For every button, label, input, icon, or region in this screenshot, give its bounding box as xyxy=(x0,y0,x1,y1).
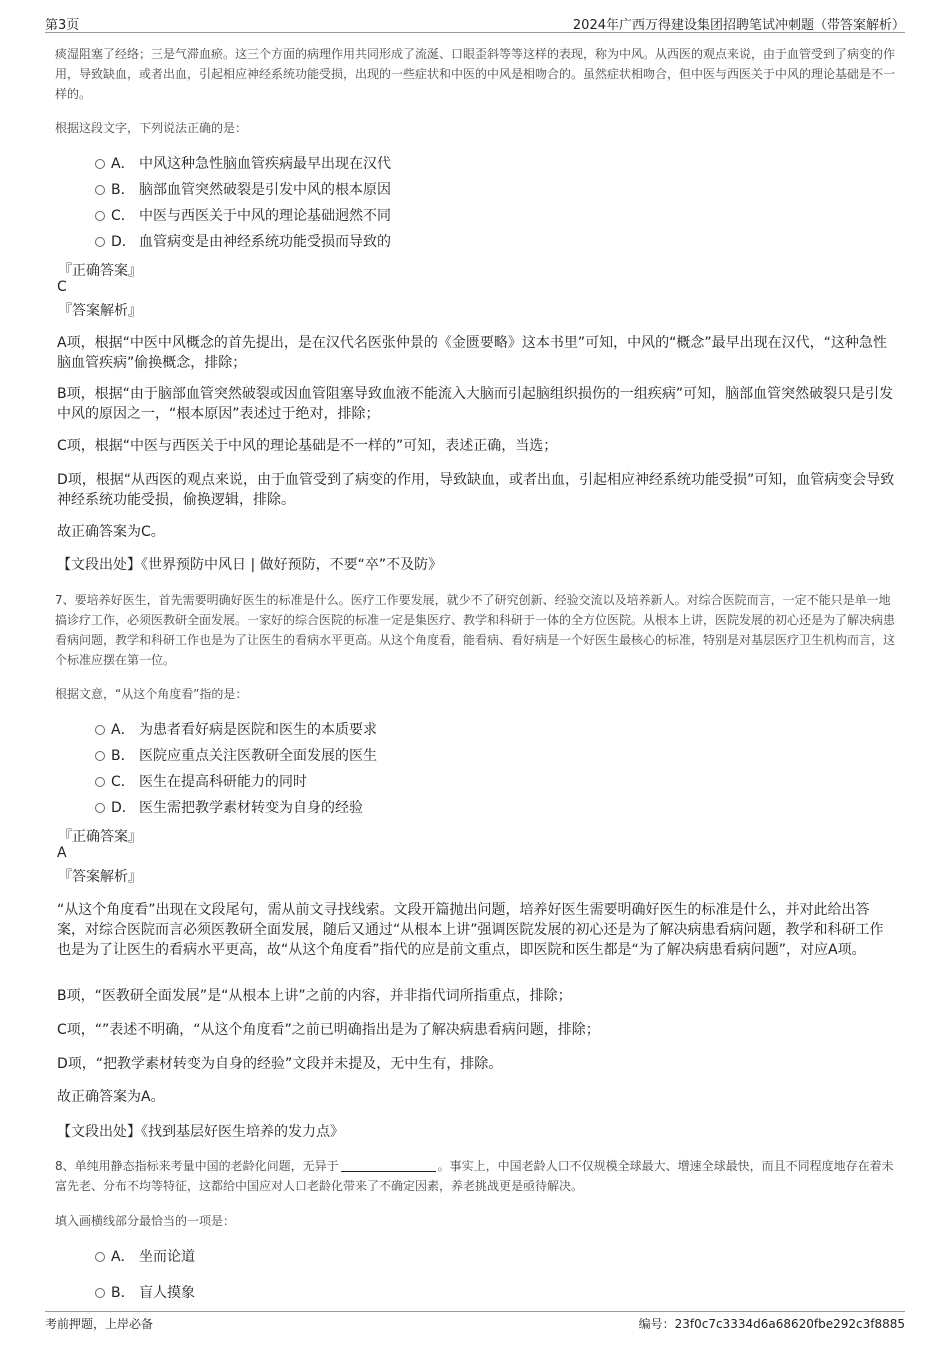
radio-icon[interactable] xyxy=(95,159,105,169)
q6-option-c[interactable]: C． 中医与西医关于中风的理论基础迥然不同 xyxy=(95,205,391,227)
radio-icon[interactable] xyxy=(95,751,105,761)
q6-analysis-label: 『答案解析』 xyxy=(58,303,142,319)
radio-icon[interactable] xyxy=(95,185,105,195)
q7-option-c[interactable]: C． 医生在提高科研能力的同时 xyxy=(95,771,307,793)
q6-analysis-d: D项，根据“从西医的观点来说，由于血管受到了病变的作用，导致缺血，或者出血，引起相应神经系统功能受损”可知，血管病变会导致神经系统功能受损，偷换逻辑，排除。 xyxy=(57,472,895,508)
q6-answer-label: 『正确答案』 xyxy=(58,263,142,279)
q7-analysis-label: 『答案解析』 xyxy=(58,869,142,885)
q7-answer: A xyxy=(57,845,67,861)
q7-answer-label: 『正确答案』 xyxy=(58,829,142,845)
footer-slogan: 考前押题，上岸必备 xyxy=(45,1317,154,1331)
q7-analysis-c: C项，“”表述不明确，“从这个角度看”之前已明确指出是为了解决病患看病问题，排除； xyxy=(57,1022,600,1038)
q6-source: 【文段出处】《世界预防中风日 | 做好预防，不要“卒”不及防》 xyxy=(57,557,443,573)
radio-icon[interactable] xyxy=(95,777,105,787)
radio-icon[interactable] xyxy=(95,725,105,735)
fill-blank xyxy=(341,1158,436,1172)
footer-code: 编号：23f0c7c3334d6a68620fbe292c3f8885 xyxy=(638,1317,905,1331)
radio-icon[interactable] xyxy=(95,1252,105,1262)
document-title: 2024年广西万得建设集团招聘笔试冲刺题（带答案解析） xyxy=(572,18,905,33)
q8-option-a[interactable]: A． 坐而论道 xyxy=(95,1246,195,1268)
q6-stem: 根据这段文字，下列说法正确的是： xyxy=(55,121,248,135)
q8-stem: 填入画横线部分最恰当的一项是： xyxy=(55,1214,236,1228)
radio-icon[interactable] xyxy=(95,211,105,221)
radio-icon[interactable] xyxy=(95,803,105,813)
page-footer xyxy=(45,1311,905,1334)
q6-analysis-b: B项，根据“由于脑部血管突然破裂或因血管阻塞导致血液不能流入大脑而引起脑组织损伤的一组疾病”可知，脑部血管突然破裂只是引发中风的原因之一，“根本原因”表述过于绝对，排除； xyxy=(57,386,894,422)
q6-conclusion: 故正确答案为C。 xyxy=(57,524,165,540)
q8-passage: 8、单纯用静态指标来考量中国的老龄化问题，无异于 。事实上，中国老龄人口不仅规模全球最大、增速全球最快，而且不同程度地存在着未富先老、分布不均等特征，这都给中国应对人口老龄化带来了不确定因素，养老挑战更是亟待解决。 xyxy=(55,1159,894,1193)
page-number: 第3页 xyxy=(45,18,80,33)
q7-source: 【文段出处】《找到基层好医生培养的发力点》 xyxy=(57,1124,344,1140)
q7-passage: 7、要培养好医生，首先需要明确好医生的标准是什么。医疗工作要发展，就少不了研究创新、经验交流以及培养新人。对综合医院而言，一定不能只是单一地搞诊疗工作，必须医教研全面发展。一家好的综合医院的标准一定是集医疗、教学和科研于一体的全方位医院。从根本上讲，医院发展的初心还是为了解决病患看病问题，教学和科研工作也是为了让医生的看病水平更高。从这个角度看，能看病、看好病是一个好医生最核心的标准，特别是对基层医疗卫生机构而言，这个标准应摆在第一位。 xyxy=(55,593,896,667)
q7-analysis-main: “从这个角度看”出现在文段尾句，需从前文寻找线索。文段开篇抛出问题，培养好医生需要明确好医生的标准是什么，并对此给出答案，对综合医院而言必须医教研全面发展，随后又通过“从根本上讲”强调医院发展的初心还是为了解决病患看病问题，教学和科研工作也是为了让医生的看病水平更高，故“从这个角度看”指代的应是前文重点，即医院和医生都是“为了解决病患看病问题”，对应A项。 xyxy=(57,902,884,958)
q7-conclusion: 故正确答案为A。 xyxy=(57,1089,165,1105)
radio-icon[interactable] xyxy=(95,237,105,247)
q7-stem: 根据文意，“从这个角度看”指的是： xyxy=(55,687,248,701)
page-header xyxy=(45,10,905,33)
q6-analysis-c: C项，根据“中医与西医关于中风的理论基础是不一样的”可知，表述正确，当选； xyxy=(57,438,558,454)
radio-icon[interactable] xyxy=(95,1288,105,1298)
q6-analysis-a: A项，根据“中医中风概念的首先提出，是在汉代名医张仲景的《金匮要略》这本书里”可知，中风的“概念”最早出现在汉代，“这种急性脑血管疾病”偷换概念，排除； xyxy=(57,335,887,371)
q6-option-b[interactable]: B． 脑部血管突然破裂是引发中风的根本原因 xyxy=(95,179,391,201)
q7-option-b[interactable]: B． 医院应重点关注医教研全面发展的医生 xyxy=(95,745,377,767)
q7-analysis-b: B项，“医教研全面发展”是“从根本上讲”之前的内容，并非指代词所指重点，排除； xyxy=(57,988,572,1004)
q6-passage-tail: 痰湿阻塞了经络；三是气滞血瘀。这三个方面的病理作用共同形成了流涎、口眼歪斜等等这样的表现，称为中风。从西医的观点来说，由于血管受到了病变的作用，导致缺血，或者出血，引起相应神经系统功能受损，出现的一些症状和中医的中风是相吻合的。虽然症状相吻合，但中医与西医关于中风的理论基础是不一样的。 xyxy=(55,47,896,101)
q6-answer: C xyxy=(57,279,67,295)
q7-option-a[interactable]: A． 为患者看好病是医院和医生的本质要求 xyxy=(95,719,377,741)
q7-analysis-d: D项，“把教学素材转变为自身的经验”文段并未提及，无中生有，排除。 xyxy=(57,1056,503,1072)
q6-option-d[interactable]: D． 血管病变是由神经系统功能受损而导致的 xyxy=(95,231,391,253)
q8-option-b[interactable]: B． 盲人摸象 xyxy=(95,1282,195,1304)
q6-option-a[interactable]: A． 中风这种急性脑血管疾病最早出现在汉代 xyxy=(95,153,391,175)
q7-option-d[interactable]: D． 医生需把教学素材转变为自身的经验 xyxy=(95,797,363,819)
